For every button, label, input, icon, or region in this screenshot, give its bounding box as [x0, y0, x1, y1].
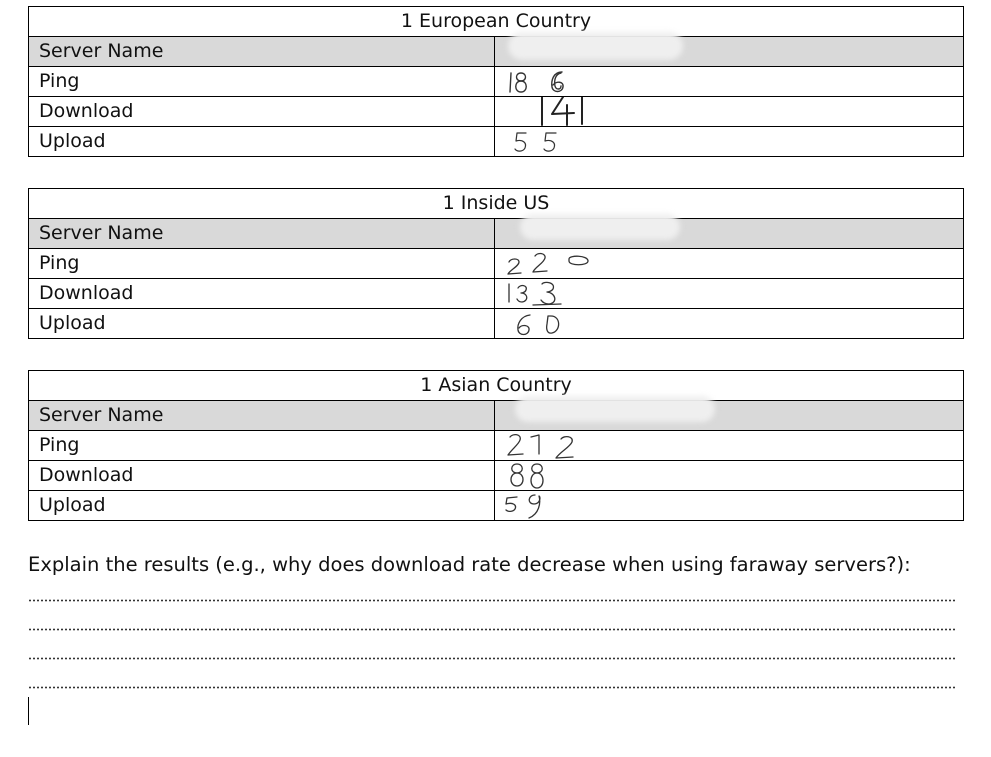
upload-value-cell[interactable] — [495, 127, 964, 157]
handwritten-upload — [495, 127, 615, 156]
ping-value-cell[interactable] — [495, 67, 964, 97]
row-label-server-name: Server Name — [29, 37, 495, 67]
results-table-europe — [28, 6, 964, 157]
erased-server-name-smudge — [508, 32, 683, 60]
ping-value-cell[interactable] — [495, 431, 964, 461]
handwritten-ping — [495, 249, 615, 278]
upload-value-cell[interactable] — [495, 309, 964, 339]
erased-server-name-smudge — [520, 214, 680, 240]
upload-value-cell[interactable] — [495, 491, 964, 521]
row-label-server-name: Server Name — [29, 401, 495, 431]
ping-value-cell[interactable] — [495, 249, 964, 279]
handwritten-download — [495, 279, 615, 308]
download-value-cell[interactable] — [495, 279, 964, 309]
handwritten-upload — [495, 309, 615, 338]
handwritten-ping — [495, 431, 615, 460]
explain-results-question: Explain the results (e.g., why does download rate decrease when using faraway servers?): — [28, 553, 911, 576]
results-table-asia — [28, 370, 964, 521]
row-label-ping: Ping — [29, 249, 495, 279]
answer-line-1[interactable] — [28, 599, 956, 602]
table-title: 1 Inside US — [29, 189, 964, 219]
answer-line-4[interactable] — [28, 686, 956, 689]
answer-line-2[interactable] — [28, 628, 956, 631]
handwritten-upload — [495, 491, 615, 520]
handwritten-download — [495, 97, 635, 127]
download-value-cell[interactable] — [495, 97, 964, 127]
handwritten-download — [495, 461, 615, 490]
row-label-ping: Ping — [29, 67, 495, 97]
row-label-server-name: Server Name — [29, 219, 495, 249]
answer-line-3[interactable] — [28, 657, 956, 660]
table-title: 1 European Country — [29, 7, 964, 37]
table-title: 1 Asian Country — [29, 371, 964, 401]
row-label-download: Download — [29, 279, 495, 309]
row-label-upload: Upload — [29, 491, 495, 521]
row-label-download: Download — [29, 461, 495, 491]
text-cursor — [28, 697, 29, 725]
row-label-upload: Upload — [29, 127, 495, 157]
results-table-us — [28, 188, 964, 339]
row-label-ping: Ping — [29, 431, 495, 461]
row-label-upload: Upload — [29, 309, 495, 339]
row-label-download: Download — [29, 97, 495, 127]
download-value-cell[interactable] — [495, 461, 964, 491]
erased-server-name-smudge — [515, 396, 715, 422]
handwritten-ping — [495, 67, 615, 96]
